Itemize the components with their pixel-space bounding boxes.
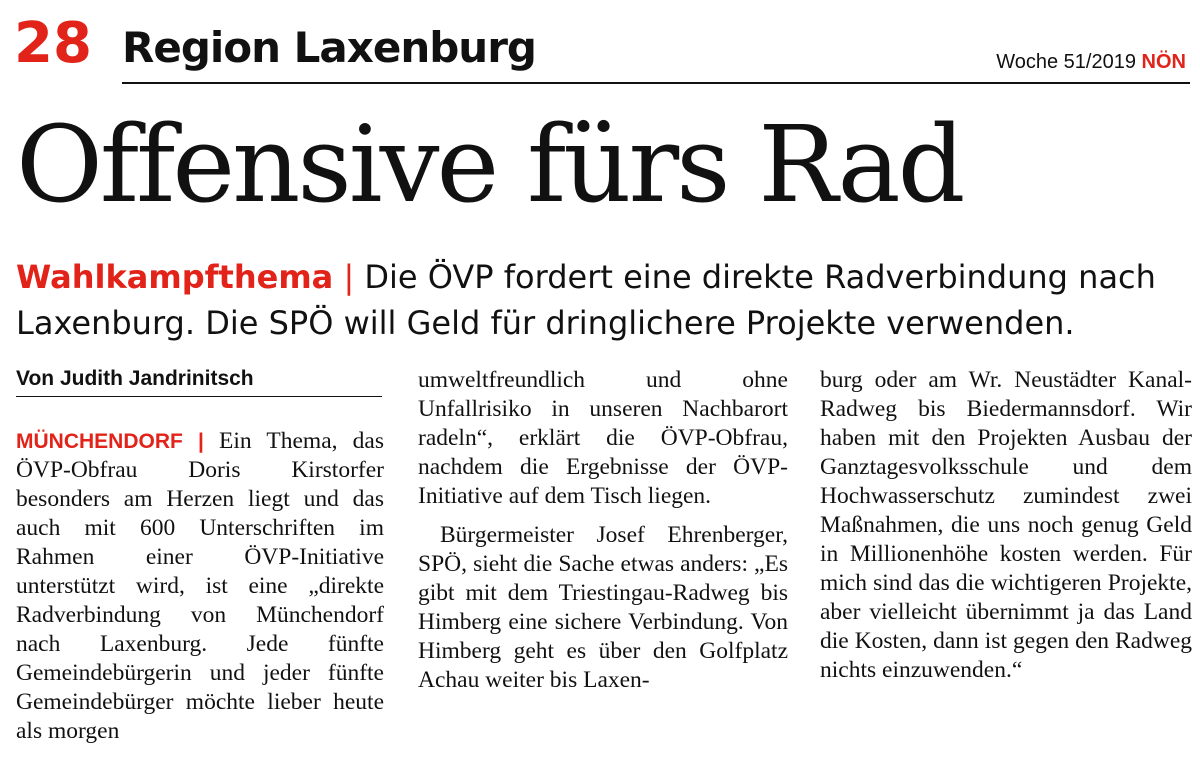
- dateline-separator: |: [197, 430, 204, 453]
- page-header: [0, 0, 1200, 90]
- article-column-3: [820, 366, 1192, 685]
- headline: Offensive fürs Rad: [16, 103, 963, 226]
- article-paragraph-2: Bürgermeister Josef Ehrenberger, SPÖ, sieht die Sache etwas anders: „Es gibt mit dem Triestingau-Radweg bis Himberg eine sichere Verbindung. Von Himberg geht es über den Golfplatz Achau weiter bis Laxen-: [418, 522, 788, 693]
- article-column-2: [418, 366, 788, 695]
- article-paragraph-1: [16, 427, 384, 746]
- page-number: 28: [14, 11, 92, 76]
- subheadline: [16, 254, 1191, 346]
- article-paragraph-1-continued: umweltfreundlich und ohne Unfallrisiko in unseren Nachbarort radeln“, erklärt die ÖVP-Obfrau, nachdem die Ergebnisse der ÖVP-Initiative auf dem Tisch liegen.: [418, 367, 788, 509]
- byline: Von Judith Jandrinitsch: [16, 366, 382, 397]
- article-column-1: [16, 366, 384, 746]
- subhead-separator: |: [343, 258, 355, 296]
- brand-logo: NÖN: [1141, 51, 1186, 73]
- issue-info: [996, 50, 1186, 74]
- dateline: MÜNCHENDORF: [16, 430, 183, 453]
- paragraph-text: Ein Thema, das ÖVP-Obfrau Doris Kirstorfer besonders am Herzen liegt und das auch mit 600 Unterschriften im Rahmen einer ÖVP-Initiative unterstützt wird, ist eine „direkte Radverbindung von Münchendorf nach Laxenburg. Jede fünfte Gemeindebürgerin und jeder fünfte Gemeindebürger möchte lieber heute als morgen: [16, 428, 384, 744]
- subhead-text: Die ÖVP fordert eine direkte Radverbindung nach Laxenburg. Die SPÖ will Geld für dringlichere Projekte verwenden.: [16, 258, 1156, 342]
- issue-week: Woche 51/2019: [996, 51, 1136, 73]
- article-paragraph-2-continued: burg oder am Wr. Neustädter Kanal-Radweg bis Biedermannsdorf. Wir haben mit den Projekten Ausbau der Ganztagesvolksschule und dem Hochwasserschutz zumindest zwei Maßnahmen, die uns noch genug Geld in Millionenhöhe kosten werden. Für mich sind das die wichtigeren Projekte, aber vielleicht übernimmt ja das Land die Kosten, dann ist gegen den Radweg nichts einzuwenden.“: [820, 367, 1192, 683]
- section-title: Region Laxenburg: [122, 23, 536, 72]
- header-rule: [122, 82, 1190, 84]
- subhead-kicker: Wahlkampfthema: [16, 258, 334, 296]
